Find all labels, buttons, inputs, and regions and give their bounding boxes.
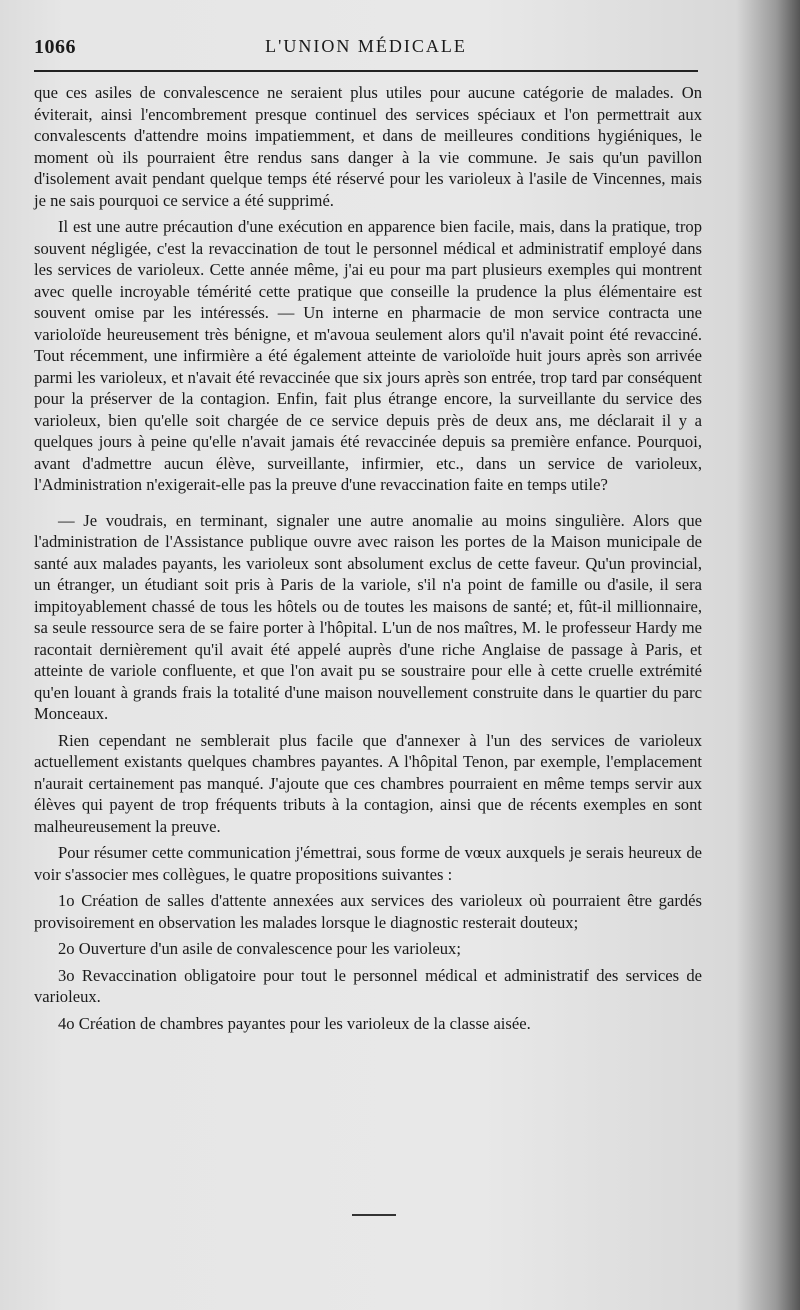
page-number: 1066 [34,36,76,58]
paragraph: Pour résumer cette communication j'émettrai, sous forme de vœux auxquels je serais heureux de voir s'associer mes collègues, le quatre propositions suivantes : [34,843,702,884]
running-title: L'UNION MÉDICALE [265,36,467,56]
proposal-item [34,890,702,933]
page-header [34,34,698,64]
paragraph: — Je voudrais, en terminant, signaler une autre anomalie au moins singulière. Alors que l'administration de l'Assistance publique ouvre avec raison les portes de la Maison municipale de santé aux malades payants, les varioleux sont absolument exclus de cette faveur. Qu'un provincial, un étranger, un étudiant soit pris à Paris de la variole, s'il n'a point de famille ou d'asile, il sera impitoyablement chassé de tous les hôtels ou de toutes les maisons de santé; et, fût-il millionnaire, sa seule ressource sera de se faire porter à l'hôpital. L'un de nos maîtres, M. le professeur Hardy me racontait dernièrement qu'il avait été appelé auprès d'une riche Anglaise de passage à Paris, et atteinte de variole confluente, et que l'on avait pu se soustraire pour elle à cette cruelle extrémité qu'en louant à grands frais la totalité d'une maison nouvellement construite dans le quartier du parc Monceaux. [34,510,702,723]
proposal-number: 1o [58,891,75,910]
header-rule [34,70,698,72]
proposal-number: 3o [58,965,75,985]
paragraph: que ces asiles de convalescence ne seraient plus utiles pour aucune catégorie de malades. On éviterait, ainsi l'encombrement presque continuel des services spéciaux et l'on permettrait aux convalescents d'attendre moins impatiemment, et dans de meilleures conditions hygiéniques, le moment où ils pourraient être rendus sans danger à la vie commune. Je sais qu'un pavillon d'isolement avait pendant quelque temps été réservé pour les varioleux à l'asile de Vincennes, mais je ne sais pourquoi ce service a été supprimé. [34,83,702,210]
proposal-item [34,938,702,960]
proposal-text: Revaccination obligatoire pour tout le personnel médical et administratif des services de varioleux. [34,965,702,1006]
proposal-text: Création de salles d'attente annexées aux services des varioleux où pourraient être gardés provisoirement en observation les malades lorsque le diagnostic resterait douteux; [34,891,702,932]
proposal-item [34,1013,702,1035]
proposal-number: 2o [58,939,75,958]
end-rule [352,1214,396,1216]
article-body [34,82,702,1034]
proposal-text: Ouverture d'un asile de convalescence pour les varioleux; [78,939,461,958]
proposal-item [34,965,702,1008]
proposal-text: Création de chambres payantes pour les varioleux de la classe aisée. [78,1013,531,1033]
paragraph: Rien cependant ne semblerait plus facile que d'annexer à l'un des services de varioleux actuellement existants quelques chambres payantes. A l'hôpital Tenon, par exemple, l'emplacement n'aurait certainement pas manqué. J'ajoute que ces chambres pourraient en même temps servir aux élèves qui payent de trop fréquents tributs à la contagion, ainsi que de récents exemples en sont malheureusement la preuve. [34,730,702,836]
proposal-number: 4o [58,1013,75,1033]
paragraph: Il est une autre précaution d'une exécution en apparence bien facile, mais, dans la pratique, trop souvent négligée, c'est la revaccination de tout le personnel médical et administratif employé dans les services de varioleux. Cette année même, j'ai eu pour ma part plusieurs exemples qui montrent avec quelle incroyable témérité cette pratique que conseille la prudence la plus élémentaire est souvent omise par les intéressés. — Un interne en pharmacie de mon service contracta une varioloïde heureusement très bénigne, et m'avoua seulement alors qu'il n'avait point été revacciné. Tout récemment, une infirmière a été également atteinte de varioloïde huit jours après son arrivée parmi les varioleux, et n'avait été revaccinée que six jours après son entrée, trop tard par conséquent pour la préserver de la contagion. Enfin, fait plus étrange encore, la surveillante du service des varioleux, bien qu'elle soit chargée de ce service depuis près de deux ans, me déclarait il y a quelques jours à peine qu'elle n'avait jamais été revaccinée depuis sa première enfance. Pourquoi, avant d'admettre aucun élève, surveillante, infirmier, etc., dans un service de varioleux, l'Administration n'exigerait-elle pas la preuve d'une revaccination faite en temps utile? [34,217,702,494]
